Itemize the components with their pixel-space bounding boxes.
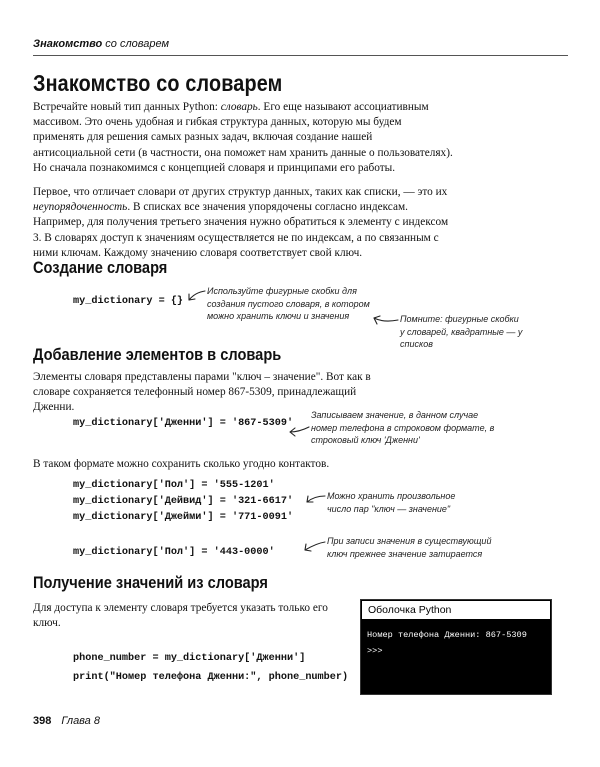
code-add-jenny: my_dictionary['Дженни'] = '867-5309' (73, 418, 294, 429)
python-shell-prompt: >>> (367, 646, 383, 656)
get-paragraph: Для доступа к элементу словаря требуется указать только его ключ. (33, 602, 328, 630)
note-remember: Помните: фигурные скобки у словарей, квадратные — у списков (400, 314, 523, 349)
arrow-store-value-icon (290, 427, 309, 436)
intro-p2-b: . В списках все значения упорядочены согласно индексам. Например, для получения третьего значения нужно обратиться к элементу с индексом 3. В словарях доступ к значениям осуществляется не по индексам, а по связанным с ними ключам. Каждому значению словаря соответствует свой ключ. (33, 201, 449, 259)
note-curly-braces: Используйте фигурные скобки для создания пустого словаря, в котором можно хранить ключи и значения (207, 286, 370, 321)
note-any-number: Можно хранить произвольное число пар "ключ — значение" (327, 491, 456, 514)
page-number: 398 (33, 715, 52, 727)
intro-p1-a: Встречайте новый тип данных Python: (33, 101, 221, 113)
intro-p2-em: неупорядоченность (33, 201, 128, 214)
code-add-overwrite: my_dictionary['Пол'] = '443-0000' (73, 547, 275, 558)
heading-get: Получение значений из словаря (33, 573, 268, 592)
arrow-overwrite-icon (305, 542, 325, 551)
intro-p1-b: . Его еще называют ассоциативным массивом. Это очень удобная и гибкая структура данных, которую мы будем применять для решения самых разных задач, включая создание нашей антисоциальной сети (в частности, она поможет нам хранить данные о пользователях). Но сначала познакомимся с концепцией словаря и принципами его работы. (33, 101, 453, 174)
note-store-value: Записываем значение, в данном случае номер телефона в строковом формате, в строковый ключ 'Дженни' (311, 410, 495, 445)
heading-add: Добавление элементов в словарь (33, 345, 282, 364)
note-overwrite: При записи значения в существующий ключ прежнее значение затирается (327, 536, 492, 559)
code-get-2: print("Номер телефона Дженни:", phone_number) (73, 672, 349, 683)
page-title: Знакомство со словарем (33, 70, 283, 96)
add-paragraph-2: В таком формате можно сохранить сколько угодно контактов. (33, 458, 330, 470)
code-add-line-3: my_dictionary['Джейми'] = '771-0091' (73, 512, 294, 523)
chapter-label: Глава 8 (61, 715, 100, 727)
python-shell-title: Оболочка Python (361, 600, 551, 620)
running-header-bold: Знакомство (33, 38, 103, 50)
add-paragraph: Элементы словаря представлены парами "ключ – значение". Вот как в словаре сохраняется телефонный номер 867-5309, принадлежащий Дженни. (33, 371, 371, 414)
code-add-line-1: my_dictionary['Пол'] = '555-1201' (73, 480, 275, 491)
code-get-1: phone_number = my_dictionary['Дженни'] (73, 653, 306, 664)
heading-create: Создание словаря (33, 258, 168, 277)
intro-p2-a: Первое, что отличает словари от других структур данных, таких как списки, — это их (33, 186, 448, 198)
code-create: my_dictionary = {} (73, 296, 184, 307)
running-header-rest: со словарем (102, 38, 170, 50)
arrow-remember-icon (374, 316, 398, 324)
code-add-line-2: my_dictionary['Дейвид'] = '321-6617' (73, 496, 294, 507)
arrow-curly-braces-icon (189, 291, 205, 300)
intro-p1-em: словарь (220, 101, 258, 113)
python-shell-output: Номер телефона Дженни: 867-5309 (367, 630, 527, 640)
arrow-any-number-icon (307, 496, 325, 502)
